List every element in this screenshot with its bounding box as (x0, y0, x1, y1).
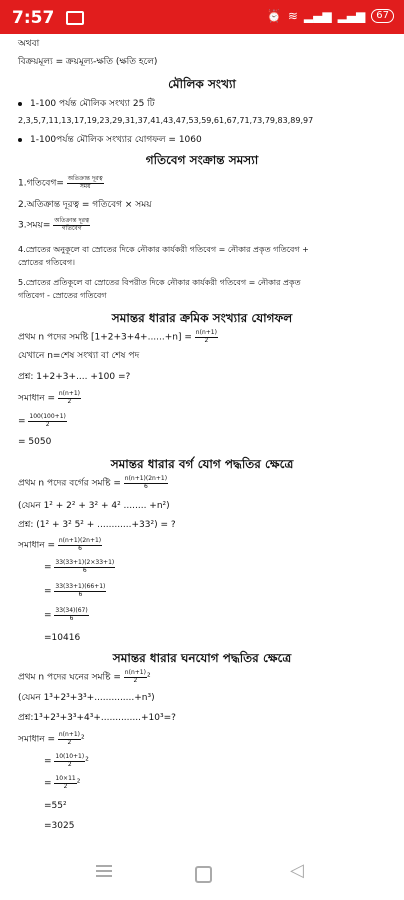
formula-line: সমাধান = $\frac{n(n+1)(2n+1)}{6}$ (18, 537, 102, 552)
result-line: =3025 (44, 821, 75, 831)
navigation-bar (0, 846, 404, 900)
result-line: =10416 (44, 633, 81, 643)
wifi-icon: ≋ (287, 9, 298, 23)
formula-line: = $\frac{10(10+1)}{2}$ ² (44, 753, 89, 768)
formula-line: = $\frac{33(33+1)(2\times 33+1)}{6}$ (44, 559, 115, 574)
formula-line: সমাধান = $\frac{n(n+1)}{2}$ ² (18, 731, 85, 746)
alarm-icon: ⏰ (266, 9, 282, 23)
result-line: = 5050 (18, 437, 52, 447)
formula-line: = $\frac{10\times 11}{2}$ ² (44, 775, 81, 790)
signal-icon: ▂▄▆ (303, 9, 332, 23)
list-item: 1-100পর্যন্ত মৌলিক সংখ্যার যোগফল = 1060 (18, 134, 202, 146)
signal-icon-2: ▂▄▆ (337, 9, 366, 23)
section-heading-speed: গতিবেগ সংক্রান্ত সমস্যা (145, 153, 259, 167)
text-line: গতিবেগ - স্রোতের গতিবেগ (18, 291, 107, 300)
text-line: 4.স্রোতের অনুকূলে বা স্রোতের দিকে নৌকার কার্যকরী গতিবেগ = নৌকার প্রকৃত গতিবেগ + (18, 245, 309, 254)
formula-line: প্রথম n পদের ঘনের সমষ্টি = $\frac{n(n+1)}{2}$ ² (18, 669, 151, 684)
text-line: প্রশ্ন: 1+2+3+.... +100 =? (18, 372, 131, 382)
text-line: স্রোতের গতিবেগ। (18, 258, 75, 267)
list-item: 1-100 পর্যন্ত মৌলিক সংখ্যা 25 টি (18, 98, 155, 110)
text-line: (যেমন 1² + 2² + 3² + 4² ........ +n²) (18, 501, 170, 511)
text-line: যেখানে n=শেষ সংখ্যা বা শেষ পদ (18, 351, 140, 361)
formula-line: 1.গতিবেগ= $\frac{\text{অতিক্রান্ত দূরত্ব}}{\text{সময়}}$ (18, 175, 103, 190)
section-heading-arith-sum: সমান্তর ধারার ক্রমিক সংখ্যার যোগফল (111, 311, 293, 325)
home-icon[interactable] (195, 866, 212, 883)
formula-line: প্রথম n পদের সমষ্টি [1+2+3+4+......+n] = $\frac{n(n+1)}{2}$ (18, 329, 217, 344)
recent-apps-icon[interactable] (96, 862, 112, 880)
text-line: প্রশ্ন: (1² + 3² 5² + ............+33²) = ? (18, 520, 176, 530)
text-line: প্রশ্ন:1³+2³+3³+4³+..............+10³=? (18, 713, 176, 723)
formula-line: 3.সময়= $\frac{\text{অতিক্রান্ত দূরত্ব}}{\text{গতিবেগ}}$ (18, 217, 90, 232)
formula-line: সমাধান = $\frac{n(n+1)}{2}$ (18, 390, 80, 405)
section-heading-square-sum: সমান্তর ধারার বর্গ যোগ পদ্ধতির ক্ষেত্রে (110, 457, 294, 471)
text-line: 5.স্রোতের প্রতিকূলে বা স্রোতের বিপরীত দিকে নৌকার কার্যকরী গতিবেগ = নৌকার প্রকৃত (18, 278, 301, 287)
document-view[interactable] (0, 36, 404, 846)
text-line: অথবা (18, 39, 40, 49)
status-icons (267, 9, 394, 23)
status-bar (0, 0, 404, 34)
text-line: (যেমন 1³+2³+3³+..............+n³) (18, 693, 155, 703)
formula-line: = $\frac{100(100+1)}{2}$ (18, 413, 66, 428)
back-icon[interactable]: ◁ (290, 860, 304, 881)
formula-line: = $\frac{33(33+1)(66+1)}{6}$ (44, 583, 106, 598)
formula-line: প্রথম n পদের বর্গের সমষ্টি = $\frac{n(n+1)(2n+1)}{6}$ (18, 475, 168, 490)
section-heading-cube-sum: সমান্তর ধারার ঘনযোগ পদ্ধতির ক্ষেত্রে (112, 651, 292, 665)
section-heading-prime: মৌলিক সংখ্যা (168, 77, 236, 91)
battery-icon: 67 (371, 9, 394, 23)
prime-list: 2,3,5,7,11,13,17,19,23,29,31,37,41,43,47,53,59,61,67,71,73,79,83,89,97 (18, 116, 314, 125)
screen-cast-icon (66, 11, 84, 25)
formula-line: = $\frac{33(34)(67)}{6}$ (44, 607, 88, 622)
text-line: বিক্রয়মূল্য = ক্রয়মূল্য-ক্ষতি (ক্ষতি হলে) (18, 57, 158, 67)
status-time: 7:57 (12, 8, 55, 28)
result-line: =55² (44, 801, 67, 811)
formula-line: 2.অতিক্রান্ত দূরত্ব = গতিবেগ × সময় (18, 200, 152, 210)
